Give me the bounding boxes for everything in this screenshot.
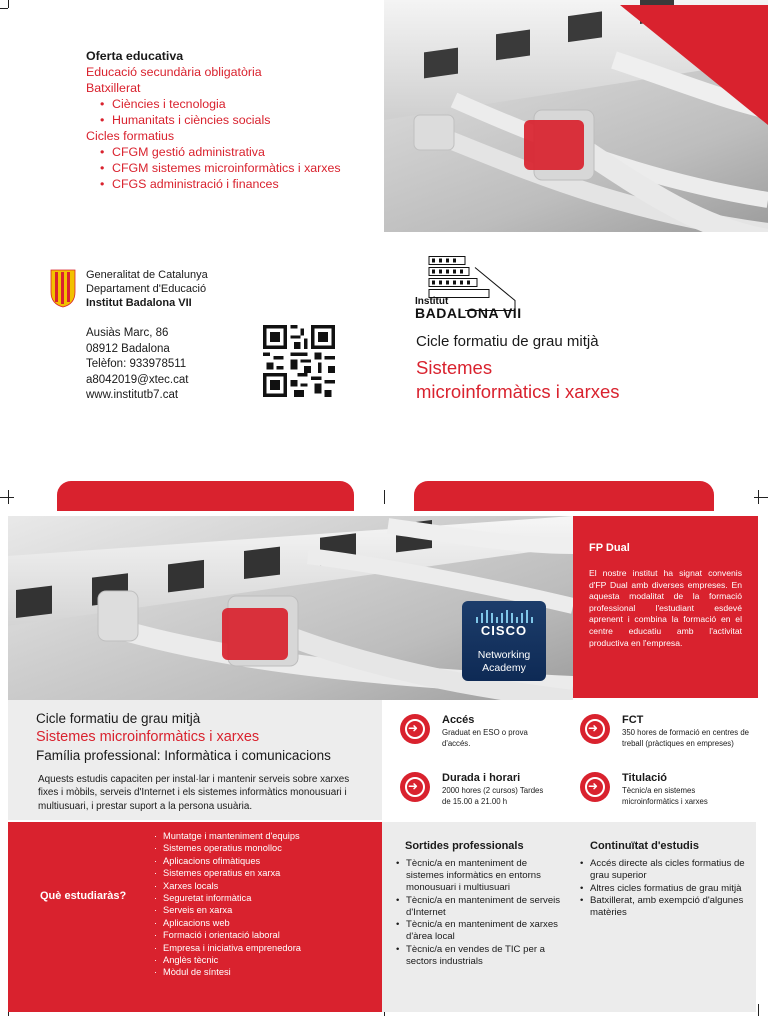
crop-mark [0, 497, 14, 498]
arrow-circle-icon [400, 714, 430, 744]
study-item: · Serveis en xarxa [154, 904, 354, 916]
offer-item: • CFGM gestió administrativa [100, 144, 386, 160]
study-label: Què estudiaràs? [40, 890, 127, 902]
intro-title: Sistemes microinformàtics i xarxes [36, 729, 260, 745]
study-item: · Sistemes operatius monolloc [154, 842, 354, 854]
offer-list [86, 144, 386, 192]
generalitat-line: Generalitat de Catalunya [86, 269, 208, 281]
sortides-item: • Tècnic/a en manteniment de serveis d'Internet [396, 895, 561, 919]
arrow-circle-icon [400, 772, 430, 802]
generalitat-block [48, 268, 308, 318]
study-item: · Muntatge i manteniment d'equips [154, 830, 354, 842]
continuitat-item: • Accés directe als cicles formatius de grau superior [580, 858, 745, 882]
offer-item: • Ciències i tecnologia [100, 96, 386, 112]
cover-title-line: microinformàtics i xarxes [416, 381, 620, 402]
cisco-line: Networking [477, 649, 531, 661]
study-item: · Mòdul de síntesi [154, 966, 354, 978]
study-item: · Empresa i iniciativa emprenedora [154, 942, 354, 954]
study-item: · Seguretat informàtica [154, 892, 354, 904]
cisco-networking-academy-logo [462, 601, 546, 681]
intro-family: Família professional: Informàtica i comunicacions [36, 748, 331, 763]
red-corner-shape [620, 5, 768, 125]
continuitat-item: • Altres cicles formatius de grau mitjà [580, 883, 745, 895]
contact-block [86, 326, 188, 404]
info-title: Accés [442, 714, 475, 726]
study-item: · Aplicacions web [154, 917, 354, 929]
info-titulacio [580, 772, 760, 816]
qr-code-icon[interactable] [263, 325, 335, 397]
intro-subtitle: Cicle formatiu de grau mitjà [36, 711, 201, 726]
offer-category: Educació secundària obligatòria [86, 65, 262, 79]
cisco-subtitle [462, 649, 546, 675]
offer-item: • Humanitats i ciències socials [100, 112, 386, 128]
info-durada [400, 772, 570, 816]
crop-mark [8, 0, 9, 8]
contact-web[interactable]: www.institutb7.cat [86, 389, 179, 401]
study-item: · Xarxes locals [154, 880, 354, 892]
study-list [154, 830, 354, 979]
educational-offer [86, 48, 386, 192]
cover-title [416, 356, 620, 404]
generalitat-line: Departament d'Educació [86, 283, 207, 295]
study-item: · Anglès tècnic [154, 954, 354, 966]
info-fct [580, 714, 760, 764]
cisco-line: Academy [482, 662, 526, 674]
contact-city: 08912 Badalona [86, 342, 170, 355]
arrow-circle-icon [580, 772, 610, 802]
info-title: Durada i horari [442, 772, 521, 784]
fp-dual-text: El nostre institut ha signat convenis d'FP Dual amb diverses empreses. En aquesta modalitat de la formació professional l'estudiant esdevé aprenent i combina la formació en el centre educatiu amb l'activitat productiva en l'empresa. [589, 568, 742, 648]
offer-category: Cicles formatius [86, 129, 175, 143]
info-title: Titulació [622, 772, 668, 784]
arrow-circle-icon [580, 714, 610, 744]
sortides-item: • Tècnic/a en vendes de TIC per a sectors industrials [396, 944, 561, 968]
study-item: · Aplicacions ofimàtiques [154, 855, 354, 867]
crop-mark [758, 1004, 759, 1016]
fp-dual-panel [573, 516, 758, 698]
contact-email[interactable]: a8042019@xtec.cat [86, 373, 189, 386]
offer-heading: Oferta educativa [86, 49, 184, 63]
contact-phone: Telèfon: 933978511 [86, 358, 187, 370]
continuitat-heading: Continuïtat d'estudis [590, 840, 699, 852]
info-text: 2000 hores (2 cursos) Tardes de 15.00 a 21.00 h [442, 786, 544, 806]
cover-title-line: Sistemes [416, 357, 493, 378]
crop-mark [754, 497, 768, 498]
sortides-item: • Tècnic/a en manteniment de xarxes d'àrea local [396, 919, 561, 943]
contact-street: Ausiàs Marc, 86 [86, 327, 169, 339]
crop-mark [0, 8, 8, 9]
logo-word-institut: Institut [415, 296, 449, 307]
continuitat-item: • Batxillerat, amb exempció d'algunes matèries [580, 895, 745, 919]
offer-category: Batxillerat [86, 81, 141, 95]
info-title: FCT [622, 714, 644, 726]
crop-mark [384, 490, 385, 504]
offer-item: • CFGM sistemes microinformàtics i xarxes [100, 160, 386, 176]
red-tab-left [57, 481, 354, 511]
cisco-brand: CISCO [480, 623, 528, 638]
info-text: Graduat en ESO o prova d'accés. [442, 728, 528, 748]
generalitat-text [86, 268, 208, 310]
study-item: · Sistemes operatius en xarxa [154, 867, 354, 879]
intro-description: Aquests estudis capaciten per instal·lar i mantenir serveis sobre xarxes fixes i mòbils, serveis d'Internet i els sistemes informàtics monousuari i multiusuari, i prestar suport a la persona usuària. [38, 774, 350, 812]
institute-name: Institut Badalona VII [86, 297, 192, 309]
info-text: 350 hores de formació en centres de treball (pràctiques en empreses) [622, 728, 749, 748]
offer-list [86, 96, 386, 128]
sortides-heading: Sortides professionals [405, 840, 524, 852]
generalitat-logo-icon [48, 268, 78, 308]
info-acces [400, 714, 570, 758]
offer-item: • CFGS administració i finances [100, 176, 386, 192]
info-text: Tècnic/a en sistemes microinformàtics i xarxes [622, 786, 708, 806]
fp-dual-heading: FP Dual [589, 542, 630, 554]
cover-subtitle: Cicle formatiu de grau mitjà [416, 333, 599, 350]
red-tab-right [414, 481, 714, 511]
logo-word-badalona: BADALONA VII [415, 305, 522, 321]
continuitat-list [580, 858, 745, 920]
sortides-item: • Tècnic/a en manteniment de sistemes informàtics en entorns monousuari i multiusuari [396, 858, 561, 894]
study-item: · Formació i orientació laboral [154, 929, 354, 941]
sortides-list [396, 858, 561, 968]
